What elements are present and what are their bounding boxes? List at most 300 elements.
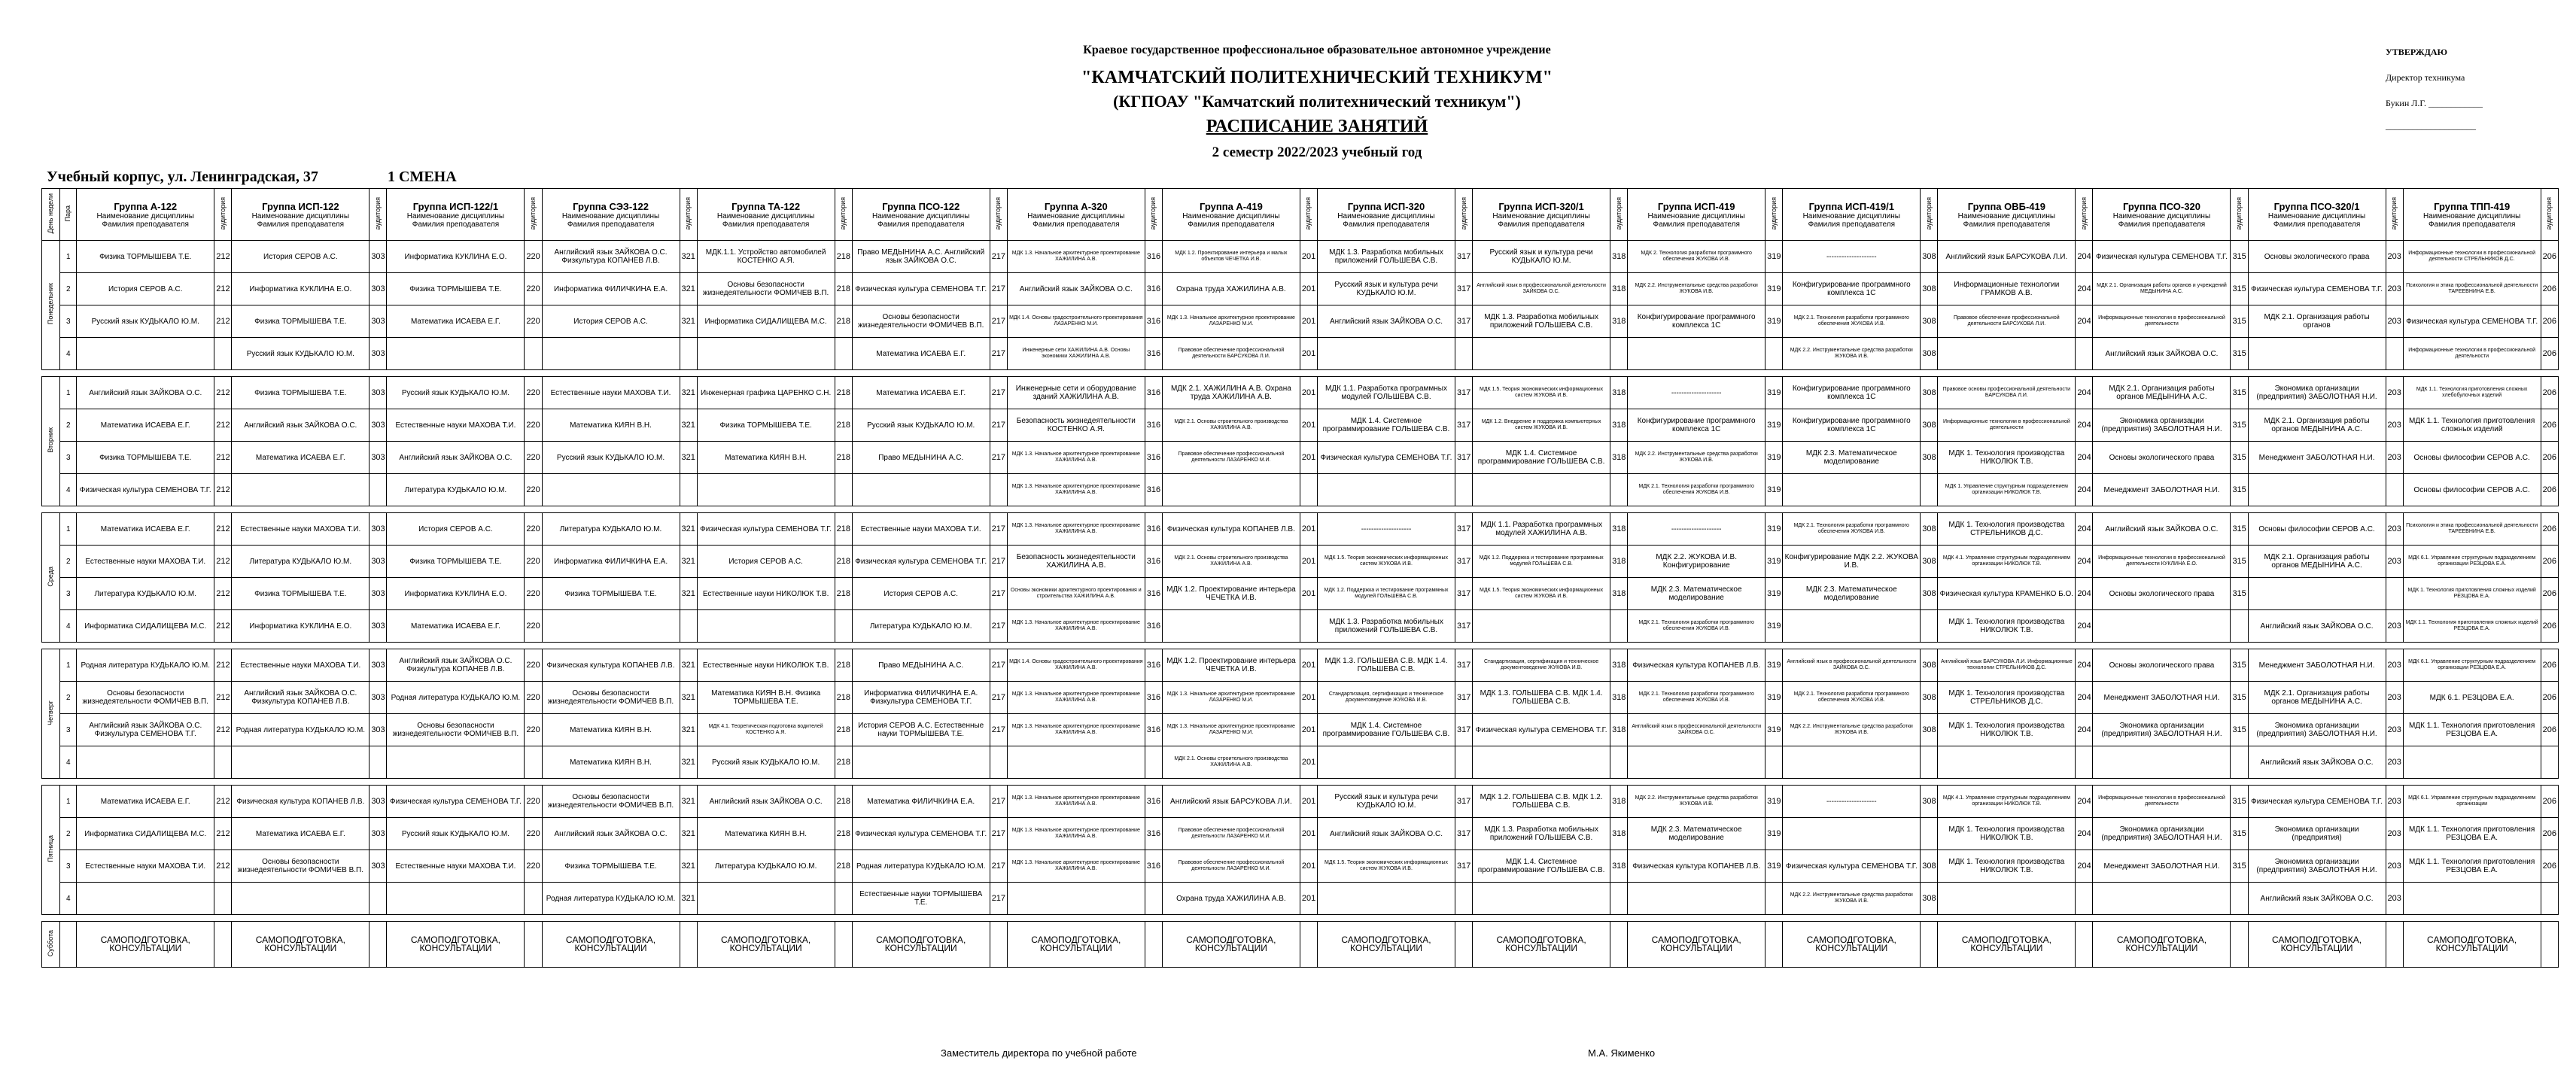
room-cell [525, 338, 542, 370]
room-cell: 212 [214, 273, 232, 305]
room-cell: 220 [525, 305, 542, 338]
room-cell [1455, 922, 1472, 968]
lesson-cell [1938, 883, 2076, 915]
lesson-cell: МДК 2.1. Организация работы органов МЕДЫНИНА А.С. [2248, 546, 2386, 578]
room-cell: 217 [990, 546, 1007, 578]
lesson-cell: Литература КУДЬКАЛО Ю.М. [852, 610, 990, 643]
room-cell: 220 [525, 513, 542, 546]
lesson-cell: Физическая культура СЕМЕНОВА Т.Г. [1318, 442, 1455, 474]
room-cell [1455, 474, 1472, 506]
lesson-cell: МДК 4.1. Управление структурным подразделением организации НИКОЛЮК Т.В. [1938, 546, 2076, 578]
lesson-cell: МДК 2.1. Организация работы органов МЕДЫНИНА А.С. [2093, 377, 2231, 409]
room-cell: 212 [214, 578, 232, 610]
lesson-cell: Физика ТОРМЫШЕВА Т.Е. [387, 546, 525, 578]
lesson-cell: Русский язык и культура речи КУДЬКАЛО Ю.М. [1318, 273, 1455, 305]
lesson-cell [1318, 474, 1455, 506]
lesson-cell: История СЕРОВ А.С. Естественные науки ТОРМЫШЕВА Т.Е. [852, 714, 990, 746]
room-cell: 218 [835, 714, 852, 746]
lesson-cell [2093, 883, 2231, 915]
room-cell [370, 922, 387, 968]
table-header-row [42, 189, 2559, 241]
room-cell: 206 [2541, 850, 2558, 883]
lesson-cell: МДК 1.4. Системное программирование ГОЛЬШЕВА С.В. [1318, 714, 1455, 746]
self-study-cell: САМОПОДГОТОВКА, КОНСУЛЬТАЦИИ [232, 922, 370, 968]
room-cell: 319 [1765, 610, 1783, 643]
room-cell: 321 [680, 578, 697, 610]
self-study-cell: САМОПОДГОТОВКА, КОНСУЛЬТАЦИИ [697, 922, 835, 968]
subject-column-label: Наименование дисциплины [2267, 211, 2366, 220]
lesson-cell: МДК 2.1. Организация работы органов [2248, 305, 2386, 338]
group-header [1938, 189, 2076, 241]
room-cell: 315 [2231, 241, 2248, 273]
lesson-cell: МДК 1.3. Разработка мобильных приложений ГОЛЬШЕВА С.В. [1473, 305, 1610, 338]
lesson-cell: Естественные науки МАХОВА Т.И. [387, 850, 525, 883]
institution-short-name: (КГПОАУ "Камчатский политехнический техникум") [1113, 92, 1521, 111]
lesson-cell: МДК 1.2. Поддержка и тестирование программных модулей ГОЛЬШЕВА С.В. [1318, 578, 1455, 610]
room-cell: 303 [370, 338, 387, 370]
room-cell: 319 [1765, 273, 1783, 305]
room-cell: 317 [1455, 818, 1472, 850]
room-cell [214, 746, 232, 779]
room-cell: 220 [525, 610, 542, 643]
lesson-cell: Родная литература КУДЬКАЛО Ю.М. [77, 649, 214, 682]
room-cell: 318 [1610, 273, 1628, 305]
day-cell [42, 513, 60, 643]
room-cell: 319 [1765, 409, 1783, 442]
footer-signature-name: М.А. Якименко [1588, 1047, 1656, 1059]
room-cell [1610, 746, 1628, 779]
room-cell: 203 [2386, 377, 2403, 409]
room-cell [525, 746, 542, 779]
lesson-cell [77, 746, 214, 779]
building-address: Учебный корпус, ул. Ленинградская, 37 [47, 169, 318, 185]
lesson-cell: Родная литература КУДЬКАЛО Ю.М. [852, 850, 990, 883]
room-cell: 203 [2386, 546, 2403, 578]
room-cell: 303 [370, 546, 387, 578]
group-name: Группа ИСП-419/1 [1808, 200, 1894, 212]
group-header [77, 189, 214, 241]
lesson-cell: МДК 1.1. Технология приготовления сложных изделий РЕЗЦОВА Е.А. [2403, 610, 2541, 643]
room-cell [2386, 474, 2403, 506]
room-cell [1921, 610, 1938, 643]
room-cell: 217 [990, 682, 1007, 714]
lesson-cell: Информатика КУКЛИНА Е.О. [387, 578, 525, 610]
self-study-cell: САМОПОДГОТОВКА, КОНСУЛЬТАЦИИ [2248, 922, 2386, 968]
pair-number: 2 [60, 818, 77, 850]
room-header [2076, 189, 2093, 241]
lesson-cell: МДК 1.3. ГОЛЬШЕВА С.В. МДК 1.4. ГОЛЬШЕВА С.В. [1473, 682, 1610, 714]
lesson-cell: Русский язык КУДЬКАЛО Ю.М. [77, 305, 214, 338]
room-cell [2076, 746, 2093, 779]
room-cell [680, 610, 697, 643]
room-header [525, 189, 542, 241]
lesson-cell [2248, 474, 2386, 506]
room-cell: 206 [2541, 338, 2558, 370]
day-name: Вторник [47, 427, 55, 453]
lesson-cell: Физическая культура СЕМЕНОВА Т.Г. [2093, 241, 2231, 273]
room-header-label: аудитория [2545, 196, 2553, 230]
lesson-cell: Естественные науки ТОРМЫШЕВА Т.Е. [852, 883, 990, 915]
room-cell: 201 [1300, 714, 1317, 746]
room-cell: 201 [1300, 273, 1317, 305]
lesson-cell: МДК 1.5. Теория экономических информационных систем ЖУКОВА И.В. [1318, 850, 1455, 883]
lesson-cell: МДК 1. Технология производства СТРЕЛЬНИКОВ Д.С. [1938, 513, 2076, 546]
lesson-cell: Физическая культура СЕМЕНОВА Т.Г. [2248, 786, 2386, 818]
lesson-cell: Основы безопасности жизнедеятельности ФОМИЧЕВ В.П. [542, 682, 680, 714]
room-cell: 204 [2076, 513, 2093, 546]
room-header-label: аудитория [1149, 196, 1157, 230]
lesson-cell: МДК 2.2. Инструментальные средства разработки ЖУКОВА И.В. [1783, 883, 1921, 915]
lesson-cell: История СЕРОВ А.С. [542, 305, 680, 338]
lesson-cell: Физика ТОРМЫШЕВА Т.Е. [542, 578, 680, 610]
room-cell: 206 [2541, 442, 2558, 474]
lesson-cell: Английский язык ЗАЙКОВА О.С. [2093, 513, 2231, 546]
day-separator [42, 779, 2559, 786]
room-cell: 318 [1610, 377, 1628, 409]
room-cell: 316 [1145, 338, 1162, 370]
room-cell: 204 [2076, 409, 2093, 442]
lesson-cell: Экономика организации (предприятия) ЗАБОЛОТНАЯ Н.И. [2248, 377, 2386, 409]
room-cell: 317 [1455, 682, 1472, 714]
separator-cell [42, 370, 2559, 377]
lesson-cell [1318, 883, 1455, 915]
room-header-label: аудитория [839, 196, 847, 230]
lesson-cell: Информационные технологии ГРАМКОВ А.В. [1938, 273, 2076, 305]
lesson-cell: МДК 2.1. Основы строительного производства ХАЖИЛИНА А.В. [1162, 546, 1300, 578]
room-cell: 317 [1455, 610, 1472, 643]
lesson-cell [1783, 474, 1921, 506]
room-cell: 316 [1145, 850, 1162, 883]
room-cell [1765, 922, 1783, 968]
lesson-cell: Физическая культура КОПАНЕВ Л.В. [1162, 513, 1300, 546]
room-header-label: аудитория [2235, 196, 2243, 230]
room-cell: 217 [990, 409, 1007, 442]
room-cell: 315 [2231, 305, 2248, 338]
lesson-cell: Русский язык КУДЬКАЛО Ю.М. [387, 818, 525, 850]
lesson-cell: Информатика КУКЛИНА Е.О. [387, 241, 525, 273]
lesson-cell: МДК 2.2. Инструментальные средства разработки ЖУКОВА И.В. [1628, 273, 1765, 305]
table-row [42, 442, 2559, 474]
room-cell: 212 [214, 513, 232, 546]
lesson-cell: Конфигурирование МДК 2.2. ЖУКОВА И.В. [1783, 546, 1921, 578]
room-cell: 220 [525, 682, 542, 714]
room-cell: 316 [1145, 474, 1162, 506]
room-cell: 204 [2076, 546, 2093, 578]
lesson-cell: МДК 1.3. Начальное архитектурное проектирование ЛАЗАРЕНКО М.И. [1162, 682, 1300, 714]
lesson-cell [1473, 610, 1610, 643]
lesson-cell: Конфигурирование программного комплекса 1С [1783, 273, 1921, 305]
room-cell: 201 [1300, 377, 1317, 409]
room-cell: 317 [1455, 273, 1472, 305]
room-cell: 315 [2231, 714, 2248, 746]
room-cell: 308 [1921, 578, 1938, 610]
lesson-cell: Литература КУДЬКАЛО Ю.М. [232, 546, 370, 578]
self-study-cell: САМОПОДГОТОВКА, КОНСУЛЬТАЦИИ [1007, 922, 1145, 968]
room-cell: 318 [1610, 578, 1628, 610]
lesson-cell: МДК 1.2. Проектирование интерьера ЧЕЧЕТКА И.В. [1162, 649, 1300, 682]
room-cell [2076, 922, 2093, 968]
lesson-cell: Математика КИЯН В.Н. Физика ТОРМЫШЕВА Т.Е. [697, 682, 835, 714]
room-cell: 317 [1455, 546, 1472, 578]
room-cell: 206 [2541, 578, 2558, 610]
room-cell [370, 883, 387, 915]
room-cell: 204 [2076, 442, 2093, 474]
separator-cell [42, 506, 2559, 513]
lesson-cell [232, 474, 370, 506]
shift-label: 1 СМЕНА [388, 169, 457, 185]
lesson-cell: Физика ТОРМЫШЕВА Т.Е. [387, 273, 525, 305]
lesson-cell: МДК 1. Технология производства НИКОЛЮК Т.В. [1938, 442, 2076, 474]
room-cell: 217 [990, 850, 1007, 883]
room-cell: 315 [2231, 513, 2248, 546]
self-study-cell: САМОПОДГОТОВКА, КОНСУЛЬТАЦИИ [1318, 922, 1455, 968]
room-cell: 203 [2386, 305, 2403, 338]
lesson-cell [1628, 746, 1765, 779]
self-study-cell: САМОПОДГОТОВКА, КОНСУЛЬТАЦИИ [1783, 922, 1921, 968]
room-cell: 204 [2076, 786, 2093, 818]
room-cell [1610, 474, 1628, 506]
room-cell: 319 [1765, 649, 1783, 682]
pair-header [60, 189, 77, 241]
lesson-cell: МДК 1.3. Начальное архитектурное проектирование ХАЖИЛИНА А.В. [1007, 714, 1145, 746]
lesson-cell: МДК 2.3. Математическое моделирование [1783, 578, 1921, 610]
subject-column-label: Наименование дисциплины [1802, 211, 1900, 220]
lesson-cell: Информационные технологии в профессиональной деятельности [2093, 786, 2231, 818]
table-row [42, 305, 2559, 338]
room-cell: 206 [2541, 714, 2558, 746]
lesson-cell: Математика КИЯН В.Н. [542, 409, 680, 442]
lesson-cell: МДК 1. Технология приготовления сложных изделий РЕЗЦОВА Е.А. [2403, 578, 2541, 610]
lesson-cell: Основы безопасности жизнедеятельности ФОМИЧЕВ В.П. [852, 305, 990, 338]
lesson-cell: МДК 1.3. Разработка мобильных приложений ГОЛЬШЕВА С.В. [1318, 241, 1455, 273]
lesson-cell: МДК 2.2. Инструментальные средства разработки ЖУКОВА И.В. [1783, 338, 1921, 370]
lesson-cell [2403, 746, 2541, 779]
room-header [2541, 189, 2558, 241]
room-cell: 317 [1455, 241, 1472, 273]
lesson-cell: МДК 1. Технология производства СТРЕЛЬНИКОВ Д.С. [1938, 682, 2076, 714]
lesson-cell: МДК 1.2. Поддержка и тестирование программных модулей ГОЛЬШЕВА С.В. [1473, 546, 1610, 578]
lesson-cell [2248, 578, 2386, 610]
room-header-label: аудитория [2390, 196, 2398, 230]
room-cell [1145, 746, 1162, 779]
room-header-label: аудитория [1769, 196, 1778, 230]
lesson-cell: Английский язык ЗАЙКОВА О.С. Физкультура КОПАНЕВ Л.В. [542, 241, 680, 273]
room-cell: 201 [1300, 818, 1317, 850]
table-row [42, 273, 2559, 305]
room-cell: 315 [2231, 578, 2248, 610]
room-cell: 220 [525, 714, 542, 746]
lesson-cell [1628, 883, 1765, 915]
room-cell: 217 [990, 578, 1007, 610]
lesson-cell: Английский язык ЗАЙКОВА О.С. [2093, 338, 2231, 370]
self-study-cell: САМОПОДГОТОВКА, КОНСУЛЬТАЦИИ [1628, 922, 1765, 968]
pair-number: 1 [60, 513, 77, 546]
approval-date-line: ____________________ [2386, 120, 2476, 131]
room-header [370, 189, 387, 241]
lesson-cell: Конфигурирование программного комплекса 1С [1628, 409, 1765, 442]
room-cell: 318 [1610, 786, 1628, 818]
room-cell: 303 [370, 513, 387, 546]
lesson-cell: МДК 2.1. Технология разработки программного обеспечения ЖУКОВА И.В. [1783, 513, 1921, 546]
table-row [42, 682, 2559, 714]
day-cell [42, 241, 60, 370]
lesson-cell: Менеджмент ЗАБОЛОТНАЯ Н.И. [2093, 474, 2231, 506]
room-cell: 319 [1765, 682, 1783, 714]
room-cell: 220 [525, 273, 542, 305]
lesson-cell [697, 883, 835, 915]
group-name: Группа ИСП-320 [1347, 200, 1425, 212]
lesson-cell: Естественные науки МАХОВА Т.И. [542, 377, 680, 409]
room-cell: 203 [2386, 786, 2403, 818]
lesson-cell: Основы философии СЕРОВ А.С. [2248, 513, 2386, 546]
lesson-cell: Русский язык КУДЬКАЛО Ю.М. [387, 377, 525, 409]
room-cell [1610, 922, 1628, 968]
lesson-cell: Основы экологического права [2093, 578, 2231, 610]
room-cell: 218 [835, 746, 852, 779]
teacher-column-label: Фамилия преподавателя [2428, 220, 2516, 229]
pair-number: 1 [60, 377, 77, 409]
lesson-cell: Информатика КУКЛИНА Е.О. [232, 273, 370, 305]
day-cell [42, 922, 60, 968]
room-cell: 201 [1300, 883, 1317, 915]
room-cell: 201 [1300, 578, 1317, 610]
lesson-cell: МДК 1.3. Начальное архитектурное проектирование ЛАЗАРЕНКО М.И. [1162, 305, 1300, 338]
lesson-cell: Английский язык ЗАЙКОВА О.С. Физкультура СЕМЕНОВА Т.Г. [77, 714, 214, 746]
room-cell [2231, 746, 2248, 779]
self-study-cell: САМОПОДГОТОВКА, КОНСУЛЬТАЦИИ [2093, 922, 2231, 968]
room-cell: 308 [1921, 409, 1938, 442]
lesson-cell: Физика ТОРМЫШЕВА Т.Е. [232, 578, 370, 610]
table-row [42, 649, 2559, 682]
day-name: Четверг [47, 700, 55, 725]
group-header [2248, 189, 2386, 241]
lesson-cell: Физическая культура СЕМЕНОВА Т.Г. [387, 786, 525, 818]
room-cell: 201 [1300, 649, 1317, 682]
group-name: Группа ИСП-122/1 [412, 200, 499, 212]
room-cell: 203 [2386, 818, 2403, 850]
room-cell: 308 [1921, 305, 1938, 338]
lesson-cell: История СЕРОВ А.С. [77, 273, 214, 305]
self-study-cell: САМОПОДГОТОВКА, КОНСУЛЬТАЦИИ [77, 922, 214, 968]
lesson-cell: Английский язык ЗАЙКОВА О.С. [1318, 305, 1455, 338]
lesson-cell: Информационные технологии в профессиональной деятельности КУКЛИНА Е.О. [2093, 546, 2231, 578]
room-cell: 220 [525, 649, 542, 682]
room-cell: 303 [370, 578, 387, 610]
room-cell [2231, 922, 2248, 968]
separator-cell [42, 915, 2559, 922]
teacher-column-label: Фамилия преподавателя [1963, 220, 2051, 229]
lesson-cell [1938, 338, 2076, 370]
table-row [42, 338, 2559, 370]
room-cell: 316 [1145, 578, 1162, 610]
room-cell: 319 [1765, 474, 1783, 506]
day-cell [42, 377, 60, 506]
room-cell [1921, 818, 1938, 850]
room-cell: 315 [2231, 649, 2248, 682]
room-header-label: аудитория [528, 196, 537, 230]
room-cell: 319 [1765, 786, 1783, 818]
room-cell: 206 [2541, 610, 2558, 643]
lesson-cell: Литература КУДЬКАЛО Ю.М. [77, 578, 214, 610]
room-cell: 303 [370, 649, 387, 682]
lesson-cell: -------------------- [1628, 513, 1765, 546]
lesson-cell: МДК 2.3. Математическое моделирование [1628, 578, 1765, 610]
lesson-cell: МДК 2.1. Технология разработки программного обеспечения ЖУКОВА И.В. [1783, 682, 1921, 714]
room-cell: 321 [680, 305, 697, 338]
lesson-cell [2403, 883, 2541, 915]
room-cell: 206 [2541, 377, 2558, 409]
room-cell: 308 [1921, 682, 1938, 714]
room-cell: 315 [2231, 546, 2248, 578]
lesson-cell: Литература КУДЬКАЛО Ю.М. [542, 513, 680, 546]
lesson-cell: Конфигурирование программного комплекса 1С [1783, 377, 1921, 409]
lesson-cell: Физическая культура СЕМЕНОВА Т.Г. [697, 513, 835, 546]
room-cell [525, 922, 542, 968]
group-header [697, 189, 835, 241]
room-cell: 315 [2231, 850, 2248, 883]
table-row [42, 513, 2559, 546]
lesson-cell: Физика ТОРМЫШЕВА Т.Е. [77, 241, 214, 273]
self-study-cell: САМОПОДГОТОВКА, КОНСУЛЬТАЦИИ [852, 922, 990, 968]
room-cell: 308 [1921, 649, 1938, 682]
room-header-label: аудитория [1459, 196, 1467, 230]
room-cell [835, 922, 852, 968]
self-study-cell: САМОПОДГОТОВКА, КОНСУЛЬТАЦИИ [542, 922, 680, 968]
lesson-cell [232, 883, 370, 915]
lesson-cell: МДК 2.1. Технология разработки программного обеспечения ЖУКОВА И.В. [1783, 305, 1921, 338]
lesson-cell: Русский язык КУДЬКАЛО Ю.М. [697, 746, 835, 779]
room-cell: 204 [2076, 305, 2093, 338]
room-cell: 218 [835, 442, 852, 474]
lesson-cell [2093, 610, 2231, 643]
room-cell [835, 338, 852, 370]
room-cell: 318 [1610, 546, 1628, 578]
subject-column-label: Наименование дисциплины [561, 211, 660, 220]
room-cell: 218 [835, 546, 852, 578]
room-cell: 217 [990, 273, 1007, 305]
lesson-cell: МДК 1.3. Начальное архитектурное проектирование ХАЖИЛИНА А.В. [1007, 610, 1145, 643]
lesson-cell [542, 610, 680, 643]
lesson-cell [77, 883, 214, 915]
teacher-column-label: Фамилия преподавателя [722, 220, 810, 229]
room-cell: 316 [1145, 377, 1162, 409]
room-cell: 308 [1921, 377, 1938, 409]
lesson-cell [77, 338, 214, 370]
institution-name: "КАМЧАТСКИЙ ПОЛИТЕХНИЧЕСКИЙ ТЕХНИКУМ" [1081, 68, 1553, 87]
room-cell: 321 [680, 682, 697, 714]
room-cell: 220 [525, 377, 542, 409]
room-header [2231, 189, 2248, 241]
room-cell: 318 [1610, 513, 1628, 546]
lesson-cell: МДК 6.1. РЕЗЦОВА Е.А. [2403, 682, 2541, 714]
room-cell: 206 [2541, 273, 2558, 305]
lesson-cell: Информатика ФИЛИЧКИНА Е.А. [542, 273, 680, 305]
lesson-cell: Английский язык ЗАЙКОВА О.С. [232, 409, 370, 442]
lesson-cell: Английский язык в профессиональной деятельности ЗАЙКОВА О.С. [1473, 273, 1610, 305]
subject-column-label: Наименование дисциплины [96, 211, 194, 220]
table-row [42, 786, 2559, 818]
room-cell: 303 [370, 273, 387, 305]
lesson-cell: МДК 1.3. Разработка мобильных приложений ГОЛЬШЕВА С.В. [1473, 818, 1610, 850]
room-cell: 204 [2076, 610, 2093, 643]
room-cell: 318 [1610, 442, 1628, 474]
group-name: Группа ПСО-122 [882, 200, 960, 212]
room-cell: 212 [214, 818, 232, 850]
room-cell: 220 [525, 578, 542, 610]
lesson-cell: МДК 1. Технология производства НИКОЛЮК Т.В. [1938, 714, 2076, 746]
room-cell: 217 [990, 883, 1007, 915]
room-cell [2231, 610, 2248, 643]
